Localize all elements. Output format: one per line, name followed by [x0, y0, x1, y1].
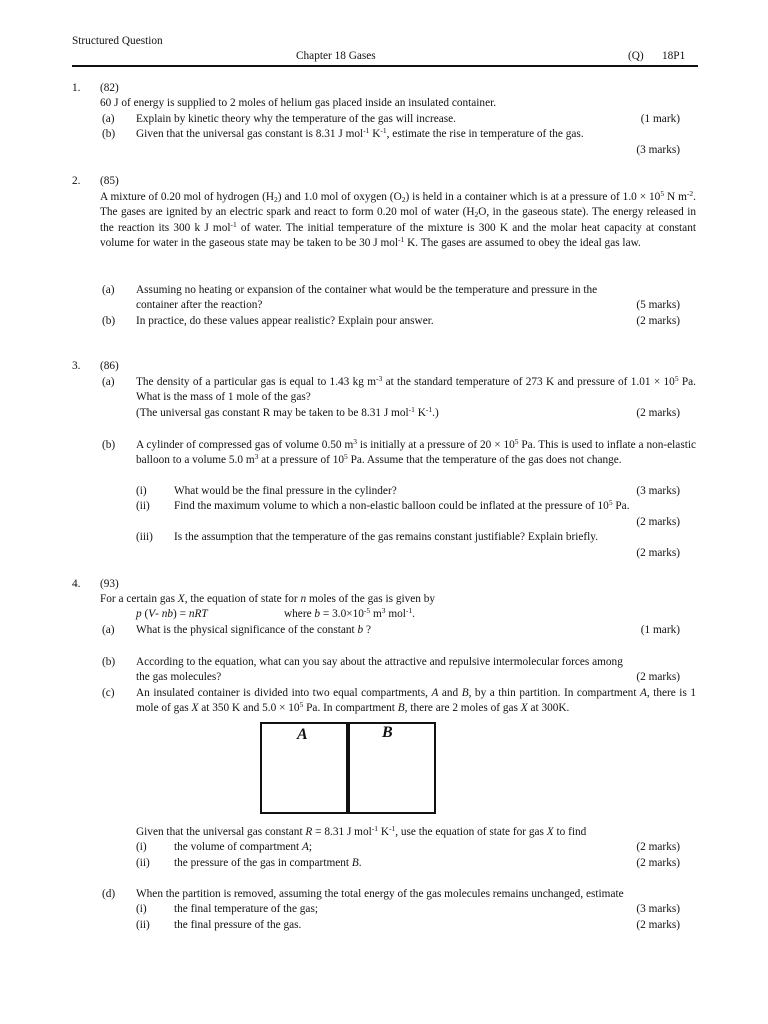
q2-year: (85): [100, 175, 119, 187]
q4b-line2: the gas molecules?: [136, 671, 222, 683]
q3a-label: (a): [102, 376, 115, 388]
q4d-i-label: (i): [136, 903, 147, 915]
q4c-label: (c): [102, 687, 115, 699]
q4b-line1: According to the equation, what can you say about the attractive and repulsive intermolecular forces among: [136, 656, 623, 668]
q2a-marks: (5 marks): [636, 299, 680, 311]
q2b-label: (b): [102, 315, 116, 327]
q1a-text: Explain by kinetic theory why the temperature of the gas will increase.: [136, 113, 456, 125]
q4c-ii-text: the pressure of the gas in compartment B.: [174, 857, 362, 869]
q3a-marks: (2 marks): [636, 407, 680, 419]
q1a-marks: (1 mark): [640, 113, 680, 125]
q3-year: (86): [100, 360, 119, 372]
q4c-text: An insulated container is divided into two equal compartments, A and B, by a thin partition. In compartment A, there is 1 mole of gas X at 350 K and $5.0 \times 10^5$ Pa. In compartment B, there are 2 moles of gas X at 300K.: [136, 687, 697, 715]
q2b-text: In practice, do these values appear realistic? Explain pour answer.: [136, 315, 434, 327]
q4c-ii-label: (ii): [136, 857, 150, 869]
q4-year: (93): [100, 578, 119, 590]
q4-constant-b: where $b = 3.0\times 10^{-5}$ $m^3$ mol$^{-1}$.: [284, 606, 415, 620]
compartment-a-label: A: [297, 726, 308, 743]
header-rule: [72, 65, 698, 67]
q4d-text: When the partition is removed, assuming the total energy of the gas molecules remains unchanged, estimate: [136, 888, 624, 900]
q2-number: 2.: [72, 175, 81, 187]
q4a-label: (a): [102, 624, 115, 636]
q4a-text: What is the physical significance of the constant b ?: [136, 624, 371, 636]
q2b-marks: (2 marks): [636, 315, 680, 327]
q4d-i-marks: (3 marks): [636, 903, 680, 915]
q1b-text: Given that the universal gas constant is 8.31 J mol$^{-1}$ $K^{-1}$, estimate the rise in temperature of the gas.: [136, 126, 584, 140]
q1b-marks: (3 marks): [636, 144, 680, 156]
q4c-i-marks: (2 marks): [636, 841, 680, 853]
q4b-label: (b): [102, 656, 116, 668]
q3-number: 3.: [72, 360, 81, 372]
q1a-label: (a): [102, 113, 115, 125]
q4d-i-text: the final temperature of the gas;: [174, 903, 318, 915]
q4-equation: p (V- nb) = nRT: [136, 608, 208, 620]
q3b-iii-text: Is the assumption that the temperature of the gas remains constant justifiable? Explain briefly.: [174, 531, 599, 543]
q3b-i-marks: (3 marks): [636, 485, 680, 497]
q4d-ii-marks: (2 marks): [636, 919, 680, 931]
q3b-text: A cylinder of compressed gas of volume 0.50 $m^3$ is initially at a pressure of $20 \times 10^5$ Pa. This is used to inflate a non-elastic balloon to a volume 5.0 $m^3$ at a pressure of $10^5$ Pa. Assume that the temperature of the gas does not change.: [136, 437, 697, 467]
q3b-i-text: What would be the final pressure in the cylinder?: [174, 485, 397, 497]
q1-number: 1.: [72, 82, 81, 94]
q4d-ii-label: (ii): [136, 919, 150, 931]
q4-stem: For a certain gas X, the equation of state for n moles of the gas is given by: [100, 593, 436, 605]
q3a-text: The density of a particular gas is equal to 1.43 kg $m^{-3}$ at the standard temperature of 273 K and pressure of $1.01 \times 10^5$ Pa. What is the mass of 1 mole of the gas?: [136, 374, 696, 404]
q3b-ii-marks: (2 marks): [636, 516, 680, 528]
q2a-line2: container after the reaction?: [136, 299, 263, 311]
q4d-ii-text: the final pressure of the gas.: [174, 919, 302, 931]
q4d-label: (d): [102, 888, 116, 900]
q4a-marks: (1 mark): [640, 624, 680, 636]
q3b-label: (b): [102, 439, 116, 451]
q1b-label: (b): [102, 128, 116, 140]
q3b-iii-label: (iii): [136, 531, 153, 543]
q1-year: (82): [100, 82, 119, 94]
q2a-label: (a): [102, 284, 115, 296]
header-q: (Q): [628, 50, 644, 62]
q1-stem: 60 J of energy is supplied to 2 moles of helium gas placed inside an insulated container.: [100, 97, 497, 109]
q4c-ii-marks: (2 marks): [636, 857, 680, 869]
q4-number: 4.: [72, 578, 81, 590]
q2a-line1: Assuming no heating or expansion of the container what would be the temperature and pressure in the: [136, 284, 598, 296]
q3a-note: (The universal gas constant R may be taken to be 8.31 J mol$^{-1}$ $K^{-1}$.): [136, 405, 439, 419]
header-chapter-title: Chapter 18 Gases: [296, 50, 376, 62]
q3b-iii-marks: (2 marks): [636, 547, 680, 559]
compartment-b-label: B: [382, 724, 393, 741]
q4c-i-text: the volume of compartment A;: [174, 841, 313, 853]
q4b-marks: (2 marks): [636, 671, 680, 683]
q2-stem: A mixture of 0.20 mol of hydrogen $(H_2)$ and 1.0 mol of oxygen $(O_2)$ is held in a container which is at a pressure of $1.0 \times 10^5$ N $m^{-2}$. The gases are ignited by an electric spark and react to form 0.20 mol of water ($H_2O$, in the gaseous state). The energy released in the reaction its 300 k J mol$^{-1}$ of water. The initial temperature of the mixture is 300 K and the molar heat capacity at constant volume for water in the gaseous state may be taken to be 30 J mol$^{-1}$ K. The gases are assumed to obey the ideal gas law.: [100, 189, 696, 250]
q4c-given: Given that the universal gas constant R = 8.31 J mol$^{-1}$ $K^{-1}$, use the equation of state for gas X to find: [136, 824, 587, 838]
header-code: 18P1: [662, 50, 686, 62]
q4c-i-label: (i): [136, 841, 147, 853]
q3b-ii-label: (ii): [136, 500, 150, 512]
q3b-i-label: (i): [136, 485, 147, 497]
header-left: Structured Question: [72, 35, 163, 47]
q3b-ii-text: Find the maximum volume to which a non-elastic balloon could be inflated at the pressure of $10^5$ Pa.: [174, 498, 630, 512]
